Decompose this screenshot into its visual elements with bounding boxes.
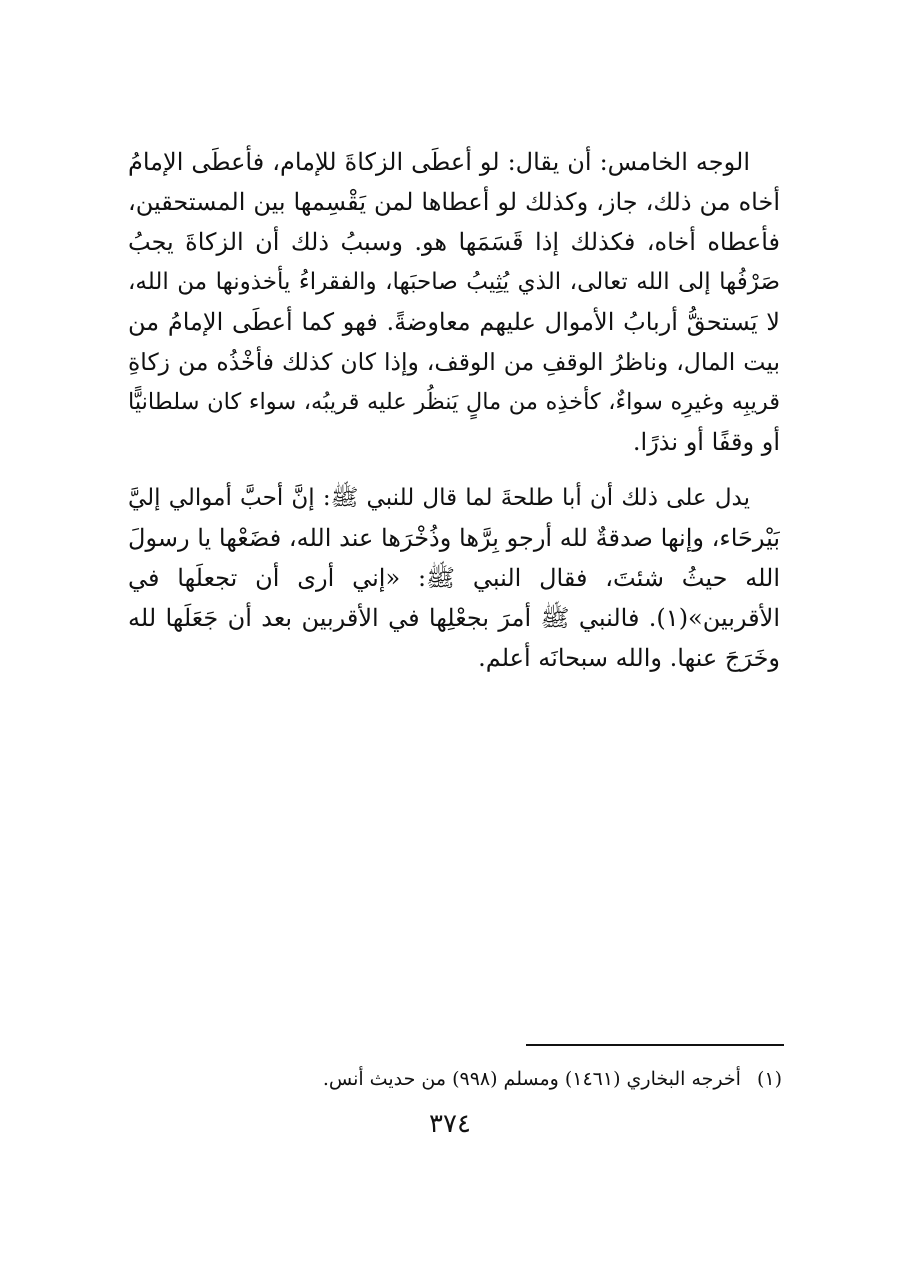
footnote-divider bbox=[526, 1044, 784, 1046]
page-number: ٣٧٤ bbox=[429, 1109, 471, 1139]
text-line: بَيْرحَاء، وإنها صدقةٌ لله أرجو بِرَّها وذُخْرَها عند الله، فضَعْها يا رسولَ bbox=[128, 524, 780, 552]
text-line: بيت المال، وناظرُ الوقفِ من الوقف، وإذا كان كذلك فأخْذُه من زكاةِ bbox=[128, 348, 780, 376]
text-line: الوجه الخامس: أن يقال: لو أعطَى الزكاةَ للإمام، فأعطَى الإمامُ bbox=[128, 148, 750, 176]
paragraph-fifth-aspect bbox=[128, 142, 780, 462]
text-line: صَرْفُها إلى الله تعالى، الذي يُثِيبُ صاحبَها، والفقراءُ يأخذونها من الله، bbox=[128, 269, 780, 295]
text-line: أو وقفًا أو نذرًا. bbox=[632, 428, 780, 456]
text-line: الله حيثُ شئتَ، فقال النبي ﷺ: «إني أرى أن تجعلَها في bbox=[128, 564, 780, 592]
text-line: فأعطاه أخاه، فكذلك إذا قَسَمَها هو. وسببُ ذلك أن الزكاةَ يجبُ bbox=[128, 228, 780, 256]
text-line: وخَرَجَ عنها. والله سبحانَه أعلم. bbox=[478, 644, 780, 672]
footnote-number: (١) bbox=[756, 1068, 782, 1090]
text-line: الأقربين»(١). فالنبي ﷺ أمرَ بجعْلِها في الأقربين بعد أن جَعَلَها لله bbox=[128, 604, 780, 632]
text-line: لا يَستحقُّ أربابُ الأموال عليهم معاوضةً. فهو كما أعطَى الإمامُ من bbox=[128, 308, 780, 336]
main-text bbox=[128, 142, 780, 678]
text-line: يدل على ذلك أن أبا طلحةَ لما قال للنبي ﷺ: إنَّ أحبَّ أموالي إليَّ bbox=[128, 485, 750, 511]
text-line: قريبِه وغيرِه سواءٌ، كأخذِه من مالٍ يَنظُر عليه قريبُه، سواء كان سلطانيًّا bbox=[128, 389, 780, 415]
footnote-text: أخرجه البخاري (١٤٦١) ومسلم (٩٩٨) من حديث أنس. bbox=[322, 1068, 741, 1090]
text-line: أخاه من ذلك، جاز، وكذلك لو أعطاها لمن يَقْسِمها بين المستحقين، bbox=[128, 188, 780, 216]
paragraph-abu-talha bbox=[128, 478, 780, 678]
footnote bbox=[180, 1064, 782, 1094]
